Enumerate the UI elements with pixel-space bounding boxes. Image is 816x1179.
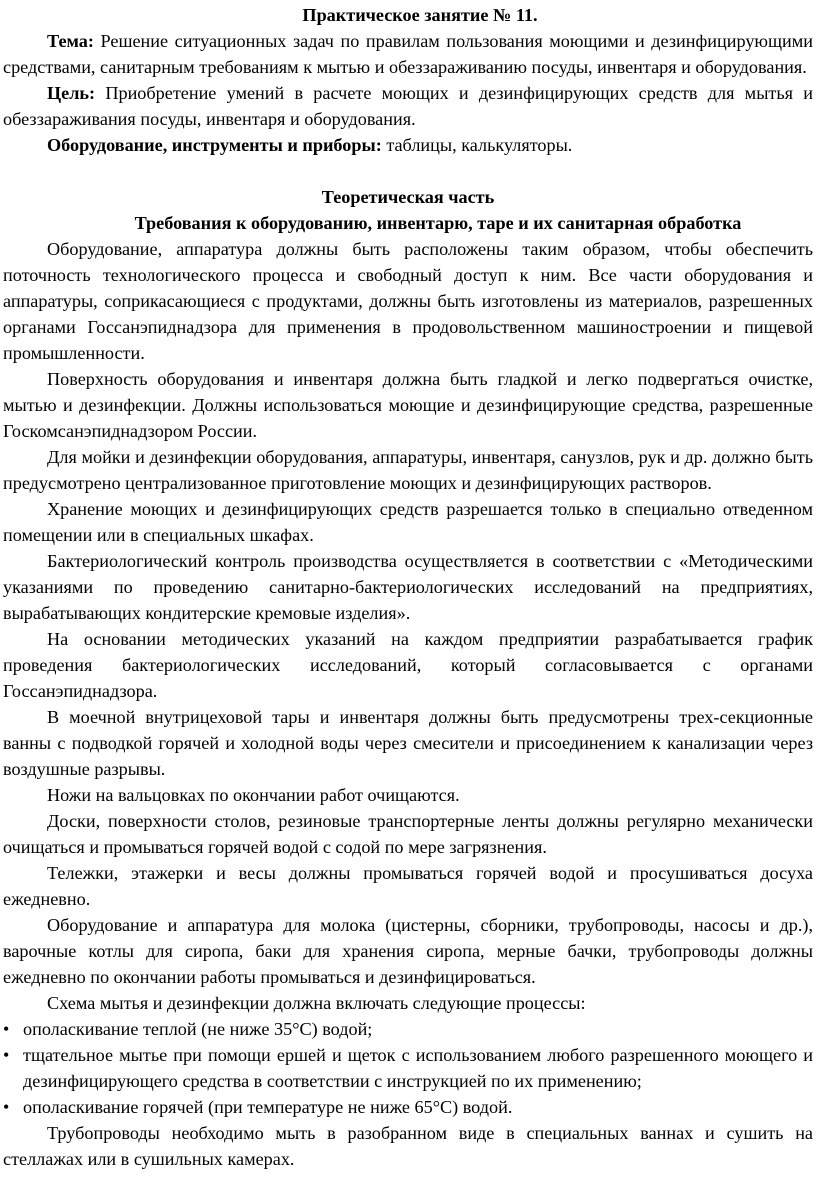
topic-paragraph: [3, 28, 813, 80]
page-title: Практическое занятие № 11.: [302, 5, 538, 25]
paragraph: Для мойки и дезинфекции оборудования, аппаратуры, инвентаря, санузлов, рук и др. должно быть предусмотрено централизованное приготовление моющих и дезинфицирующих растворов.: [3, 447, 813, 493]
equipment-text: таблицы, калькуляторы.: [381, 135, 573, 155]
paragraph: Хранение моющих и дезинфицирующих средств разрешается только в специально отведенном помещении или в специальных шкафах.: [3, 499, 813, 545]
section-title: Теоретическая часть: [321, 187, 495, 207]
goal-text: Приобретение умений в расчете моющих и дезинфицирующих средств для мытья и обеззараживания посуды, инвентаря и оборудования.: [3, 83, 813, 129]
topic-text: Решение ситуационных задач по правилам пользования моющими и дезинфицирующими средствами, санитарным требованиям к мытью и обеззараживанию посуды, инвентаря и оборудования.: [3, 31, 813, 77]
spacer: [3, 158, 813, 184]
list-item: • ополаскивание теплой (не ниже 35°С) водой;: [3, 1016, 813, 1042]
paragraph: В моечной внутрицеховой тары и инвентаря должны быть предусмотрены трех-секционные ванны с подводкой горячей и холодной воды через смесители и присоединением к канализации через воздушные разрывы.: [3, 707, 813, 779]
topic-label: Тема:: [47, 31, 94, 51]
paragraph: Оборудование и аппаратура для молока (цистерны, сборники, трубопроводы, насосы и др.), варочные котлы для сиропа, баки для хранения сиропа, мерные бачки, трубопроводы должны ежедневно по окончании работы промываться и дезинфицироваться.: [3, 915, 813, 987]
paragraph: Бактериологический контроль производства осуществляется в соответствии с «Методическими указаниями по проведению санитарно-бактериологических исследований на предприятиях, вырабатывающих кондитерские кремовые изделия».: [3, 551, 813, 623]
list-item: • ополаскивание горячей (при температуре не ниже 65°С) водой.: [3, 1094, 813, 1120]
section-subtitle: Требования к оборудованию, инвентарю, таре и их санитарная обработка: [134, 213, 742, 233]
equipment-label: Оборудование, инструменты и приборы:: [47, 135, 382, 155]
paragraph: На основании методических указаний на каждом предприятии разрабатывается график проведения бактериологических исследований, который согласовывается с органами Госсанэпиднадзора.: [3, 629, 813, 701]
paragraph: Тележки, этажерки и весы должны промываться горячей водой и просушиваться досуха ежедневно.: [3, 863, 813, 909]
paragraph: Оборудование, аппаратура должны быть расположены таким образом, чтобы обеспечить поточность технологического процесса и свободный доступ к ним. Все части оборудования и аппаратуры, соприкасающиеся с продуктами, должны быть изготовлены из материалов, разрешенных органами Госсанэпиднадзора для применения в продовольственном машиностроении и пищевой промышленности.: [3, 239, 813, 363]
closing-paragraph: Трубопроводы необходимо мыть в разобранном виде в специальных ваннах и сушить на стеллажах или в сушильных камерах.: [3, 1123, 813, 1169]
paragraph: Ножи на вальцовках по окончании работ очищаются.: [47, 785, 460, 805]
equipment-paragraph: [3, 132, 813, 158]
list-item: • тщательное мытье при помощи ершей и щеток с использованием любого разрешенного моющего и дезинфицирующего средства в соответствии с инструкцией по их применению;: [3, 1042, 813, 1094]
process-list: [3, 1016, 813, 1120]
paragraph: Схема мытья и дезинфекции должна включать следующие процессы:: [47, 993, 586, 1013]
goal-paragraph: [3, 80, 813, 132]
paragraph: Поверхность оборудования и инвентаря должна быть гладкой и легко подвергаться очистке, мытью и дезинфекции. Должны использоваться моющие и дезинфицирующие средства, разрешенные Госкомсанэпиднадзором России.: [3, 369, 813, 441]
paragraph: Доски, поверхности столов, резиновые транспортерные ленты должны регулярно механически очищаться и промываться горячей водой с содой по мере загрязнения.: [3, 811, 813, 857]
goal-label: Цель:: [47, 83, 96, 103]
